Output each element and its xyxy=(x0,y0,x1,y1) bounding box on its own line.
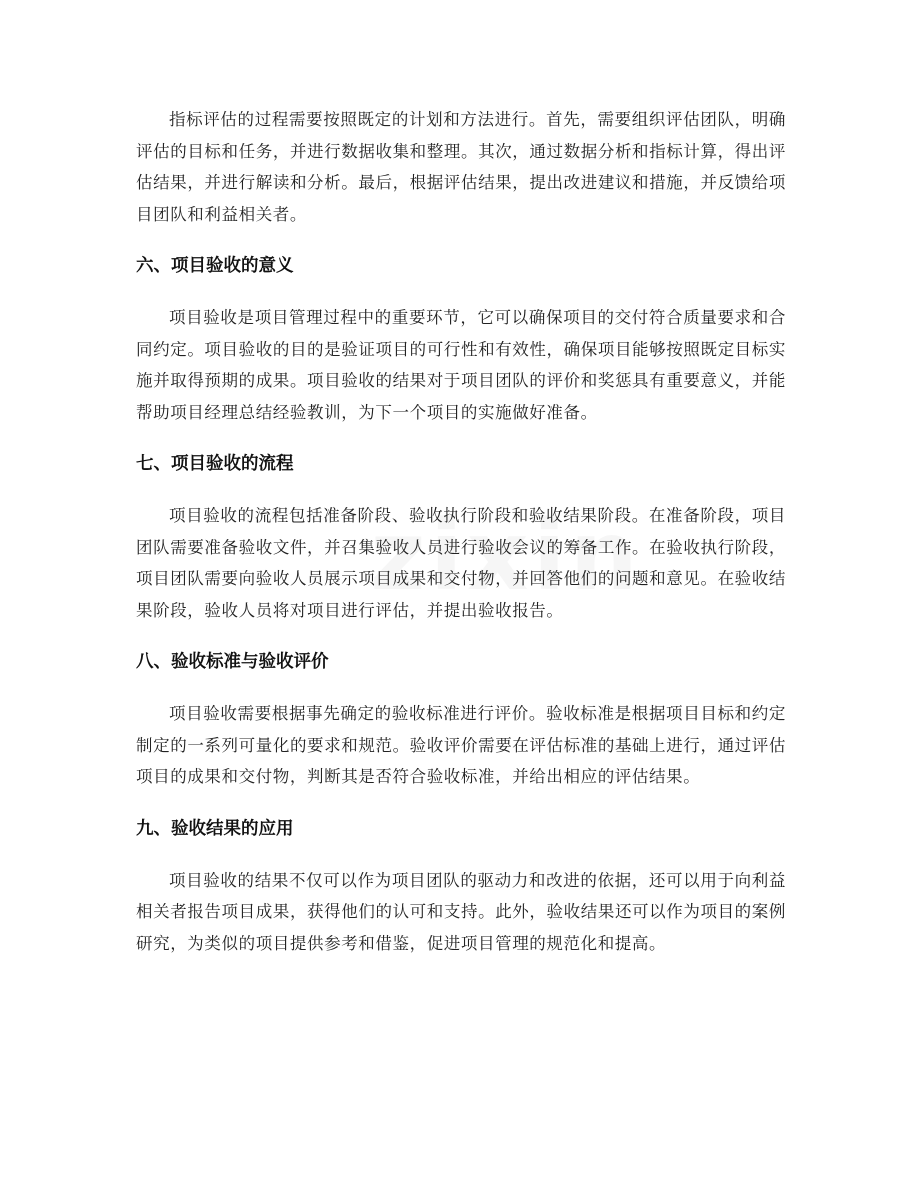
section-heading-7: 七、项目验收的流程 xyxy=(136,454,294,474)
section-body-8: 项目验收需要根据事先确定的验收标准进行评价。验收标准是根据项目目标和约定制定的一系列可量化的要求和规范。验收评价需要在评估标准的基础上进行，通过评估项目的成果和交付物，判断其是否符合验收标准，并给出相应的评估结果。 xyxy=(136,704,786,786)
section-body-7: 项目验收的流程包括准备阶段、验收执行阶段和验收结果阶段。在准备阶段，项目团队需要准备验收文件，并召集验收人员进行验收会议的筹备工作。在验收执行阶段，项目团队需要向验收人员展示项目成果和交付物，并回答他们的问题和意见。在验收结果阶段，验收人员将对项目进行评估，并提出验收报告。 xyxy=(136,506,786,620)
section-heading-8: 八、验收标准与验收评价 xyxy=(136,652,329,672)
section-heading-9: 九、验收结果的应用 xyxy=(136,818,294,839)
intro-paragraph: 指标评估的过程需要按照既定的计划和方法进行。首先，需要组织评估团队，明确评估的目标和任务，并进行数据收集和整理。其次，通过数据分析和指标计算，得出评估结果，并进行解读和分析。最后，根据评估结果，提出改进建议和措施，并反馈给项目团队和利益相关者。 xyxy=(136,110,786,224)
document-page xyxy=(136,104,786,959)
section-body-6: 项目验收是项目管理过程中的重要环节，它可以确保项目的交付符合质量要求和合同约定。项目验收的目的是验证项目的可行性和有效性，确保项目能够按照既定目标实施并取得预期的成果。项目验收的结果对于项目团队的评价和奖惩具有重要意义，并能帮助项目经理总结经验教训，为下一个项目的实施做好准备。 xyxy=(136,308,786,422)
section-heading-6: 六、项目验收的意义 xyxy=(136,256,294,276)
section-body-9: 项目验收的结果不仅可以作为项目团队的驱动力和改进的依据，还可以用于向利益相关者报告项目成果，获得他们的认可和支持。此外，验收结果还可以作为项目的案例研究，为类似的项目提供参考和借鉴，促进项目管理的规范化和提高。 xyxy=(136,870,786,953)
